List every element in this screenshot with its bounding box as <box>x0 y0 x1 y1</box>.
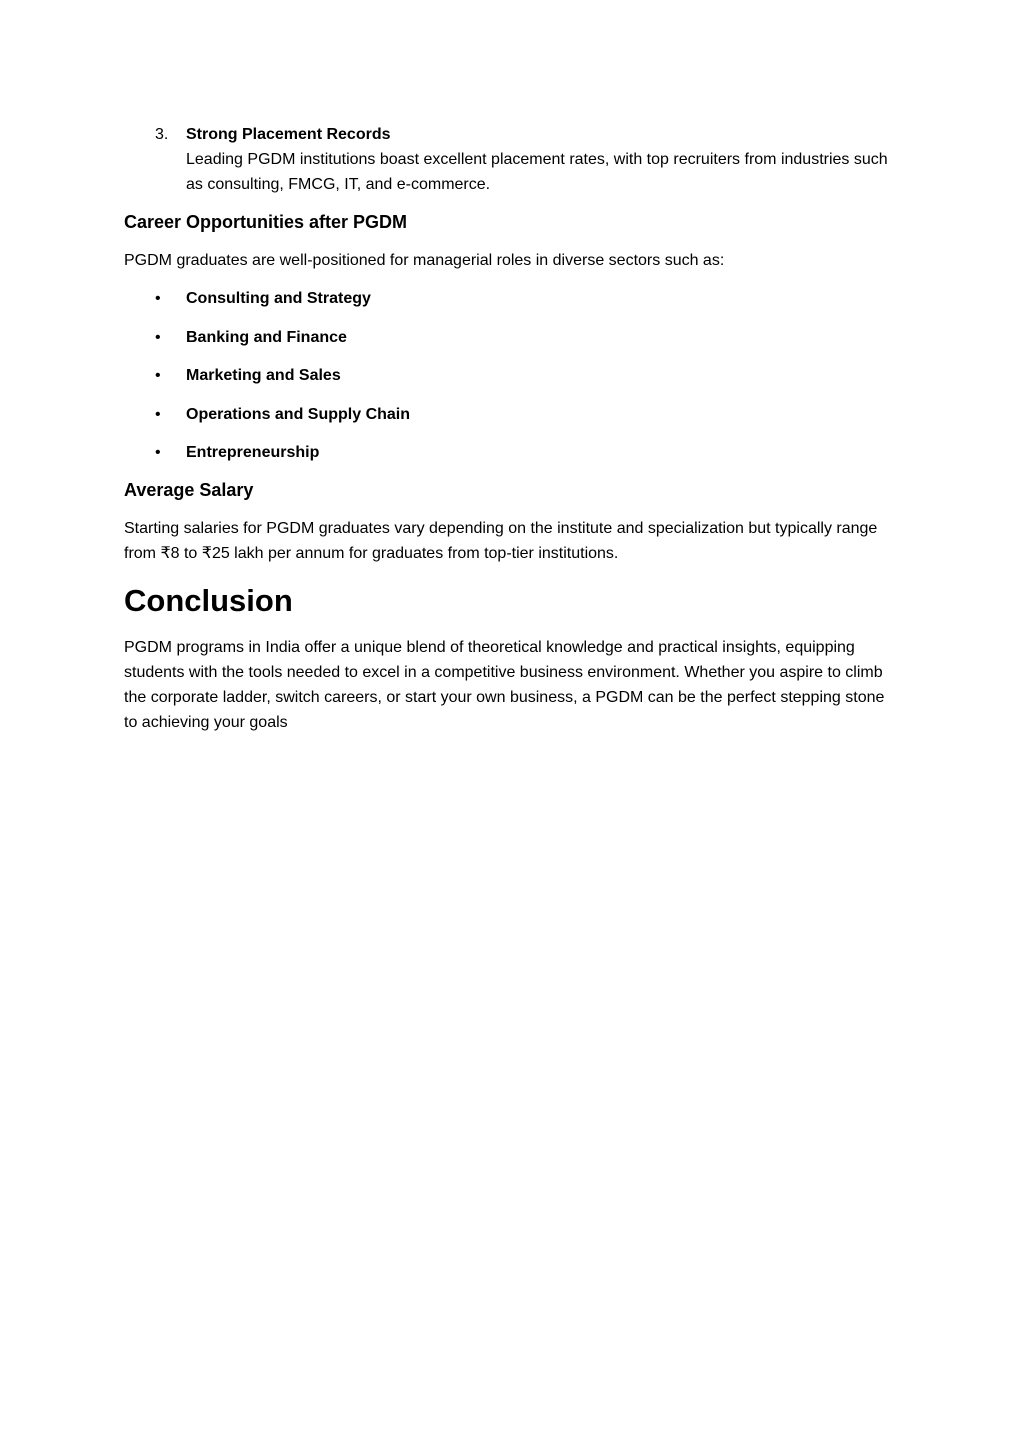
conclusion-heading: Conclusion <box>124 583 293 618</box>
list-item-body: Leading PGDM institutions boast excellent placement rates, with top recruiters from industries such as consulting, FMCG, IT, and e-commerce. <box>186 151 888 193</box>
bullet-icon: • <box>155 290 161 307</box>
bullet-icon: • <box>155 367 161 384</box>
list-item-label: Marketing and Sales <box>186 367 341 384</box>
document-page <box>124 122 894 735</box>
numbered-list-item <box>124 122 894 197</box>
salary-text: Starting salaries for PGDM graduates vary depending on the institute and specialization but typically range from ₹8 to ₹25 lakh per annum for graduates from top-tier institutions. <box>124 520 878 562</box>
list-item <box>124 325 894 350</box>
list-item-label: Consulting and Strategy <box>186 290 371 307</box>
list-number: 3. <box>155 126 169 143</box>
bullet-icon: • <box>155 405 161 423</box>
list-item <box>124 440 894 465</box>
bullet-icon: • <box>155 444 161 461</box>
bullet-icon: • <box>155 328 161 346</box>
list-item-label: Operations and Supply Chain <box>186 405 411 423</box>
career-heading: Career Opportunities after PGDM <box>124 212 408 232</box>
career-intro: PGDM graduates are well-positioned for managerial roles in diverse sectors such as: <box>124 252 725 269</box>
salary-heading: Average Salary <box>124 480 254 500</box>
conclusion-text: PGDM programs in India offer a unique blend of theoretical knowledge and practical insights, equipping students with the tools needed to excel in a competitive business environment. Whether you aspire to climb the corporate ladder, switch careers, or start your own business, a PGDM can be the perfect stepping stone to achieving your goals <box>124 639 885 731</box>
list-item-label: Banking and Finance <box>186 328 347 346</box>
list-item-label: Entrepreneurship <box>186 444 320 461</box>
list-item <box>124 363 894 388</box>
career-list <box>124 286 894 465</box>
list-item <box>124 286 894 311</box>
list-item <box>124 402 894 427</box>
list-item-title: Strong Placement Records <box>186 126 391 143</box>
